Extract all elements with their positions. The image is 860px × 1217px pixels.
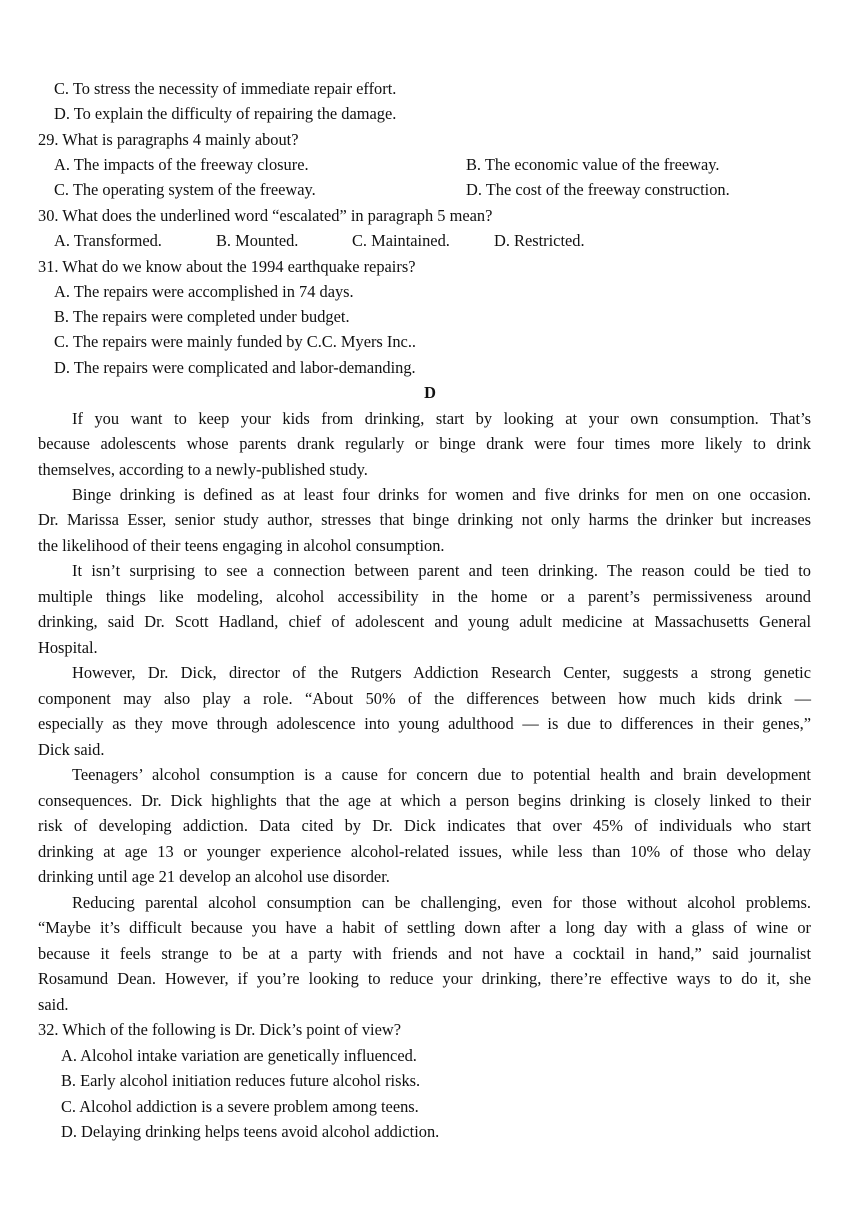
q29-option-b: B. The economic value of the freeway. bbox=[466, 155, 720, 174]
paragraph-line: drinking at age 13 or younger experience alcohol-related issues, while less than 10% of those who delay bbox=[38, 842, 811, 861]
paragraph-line: Rosamund Dean. However, if you’re looking to reduce your drinking, there’re effective ways to do it, she bbox=[38, 969, 811, 988]
paragraph-line: Teenagers’ alcohol consumption is a cause for concern due to potential health and brain development bbox=[72, 765, 811, 784]
q30-option-d: D. Restricted. bbox=[494, 231, 585, 250]
paragraph-line: consequences. Dr. Dick highlights that the age at which a person begins drinking is closely linked to their bbox=[38, 791, 811, 810]
q32-option-a: A. Alcohol intake variation are genetically influenced. bbox=[61, 1046, 417, 1065]
paragraph-line: Reducing parental alcohol consumption can be challenging, even for those without alcohol problems. bbox=[72, 893, 811, 912]
q30-stem: 30. What does the underlined word “escalated” in paragraph 5 mean? bbox=[38, 206, 493, 225]
paragraph-line: because adolescents whose parents drank regularly or binge drank were four times more likely to drink bbox=[38, 434, 811, 453]
q31-option-a: A. The repairs were accomplished in 74 days. bbox=[54, 282, 354, 301]
paragraph-line: the likelihood of their teens engaging in alcohol consumption. bbox=[38, 536, 445, 555]
q30-option-a: A. Transformed. bbox=[54, 231, 162, 250]
paragraph-line: If you want to keep your kids from drinking, start by looking at your own consumption. That’s bbox=[72, 409, 811, 428]
q29-stem: 29. What is paragraphs 4 mainly about? bbox=[38, 130, 299, 149]
paragraph-line: drinking until age 21 develop an alcohol use disorder. bbox=[38, 867, 390, 886]
paragraph-line: drinking, said Dr. Scott Hadland, chief of adolescent and young adult medicine at Massachusetts General bbox=[38, 612, 811, 631]
paragraph-line: multiple things like modeling, alcohol accessibility in the home or a parent’s permissiveness around bbox=[38, 587, 811, 606]
q32-option-d: D. Delaying drinking helps teens avoid alcohol addiction. bbox=[61, 1122, 440, 1141]
q31-stem: 31. What do we know about the 1994 earthquake repairs? bbox=[38, 257, 416, 276]
paragraph-line: Hospital. bbox=[38, 638, 98, 657]
q31-option-c: C. The repairs were mainly funded by C.C. Myers Inc.. bbox=[54, 332, 417, 351]
q29-option-a: A. The impacts of the freeway closure. bbox=[54, 155, 309, 174]
paragraph-line: risk of developing addiction. Data cited by Dr. Dick indicates that over 45% of individuals who start bbox=[38, 816, 811, 835]
q31-option-b: B. The repairs were completed under budget. bbox=[54, 307, 350, 326]
paragraph-line: themselves, according to a newly-published study. bbox=[38, 460, 368, 479]
paragraph-line: said. bbox=[38, 995, 69, 1014]
paragraph-line: Dick said. bbox=[38, 740, 105, 759]
q32-option-c: C. Alcohol addiction is a severe problem among teens. bbox=[61, 1097, 419, 1116]
paragraph-line: It isn’t surprising to see a connection between parent and teen drinking. The reason could be tied to bbox=[72, 561, 811, 580]
q32-stem: 32. Which of the following is Dr. Dick’s point of view? bbox=[38, 1020, 401, 1039]
q31-option-d: D. The repairs were complicated and labor-demanding. bbox=[54, 358, 416, 377]
paragraph-line: Dr. Marissa Esser, senior study author, stresses that binge drinking not only harms the drinker but increases bbox=[38, 510, 811, 529]
q28-option-d: D. To explain the difficulty of repairing the damage. bbox=[54, 104, 397, 123]
q28-option-c: C. To stress the necessity of immediate repair effort. bbox=[54, 79, 397, 98]
paragraph-line: especially as they move through adolescence into young adulthood — is due to differences in their genes,” bbox=[38, 714, 811, 733]
paragraph-line: However, Dr. Dick, director of the Rutgers Addiction Research Center, suggests a strong genetic bbox=[72, 663, 811, 682]
q29-option-c: C. The operating system of the freeway. bbox=[54, 180, 316, 199]
q32-option-b: B. Early alcohol initiation reduces future alcohol risks. bbox=[61, 1071, 421, 1090]
q30-option-c: C. Maintained. bbox=[352, 231, 450, 250]
paragraph-line: “Maybe it’s difficult because you have a habit of settling down after a long day with a glass of wine or bbox=[38, 918, 811, 937]
paragraph-line: component may also play a role. “About 50% of the differences between how much kids drink — bbox=[38, 689, 811, 708]
q29-option-d: D. The cost of the freeway construction. bbox=[466, 180, 730, 199]
q30-option-b: B. Mounted. bbox=[216, 231, 299, 250]
section-heading: D bbox=[424, 383, 436, 402]
paragraph-line: Binge drinking is defined as at least four drinks for women and five drinks for men on one occasion. bbox=[72, 485, 811, 504]
paragraph-line: because it feels strange to be at a party with friends and not have a cocktail in hand,” said journalist bbox=[38, 944, 811, 963]
